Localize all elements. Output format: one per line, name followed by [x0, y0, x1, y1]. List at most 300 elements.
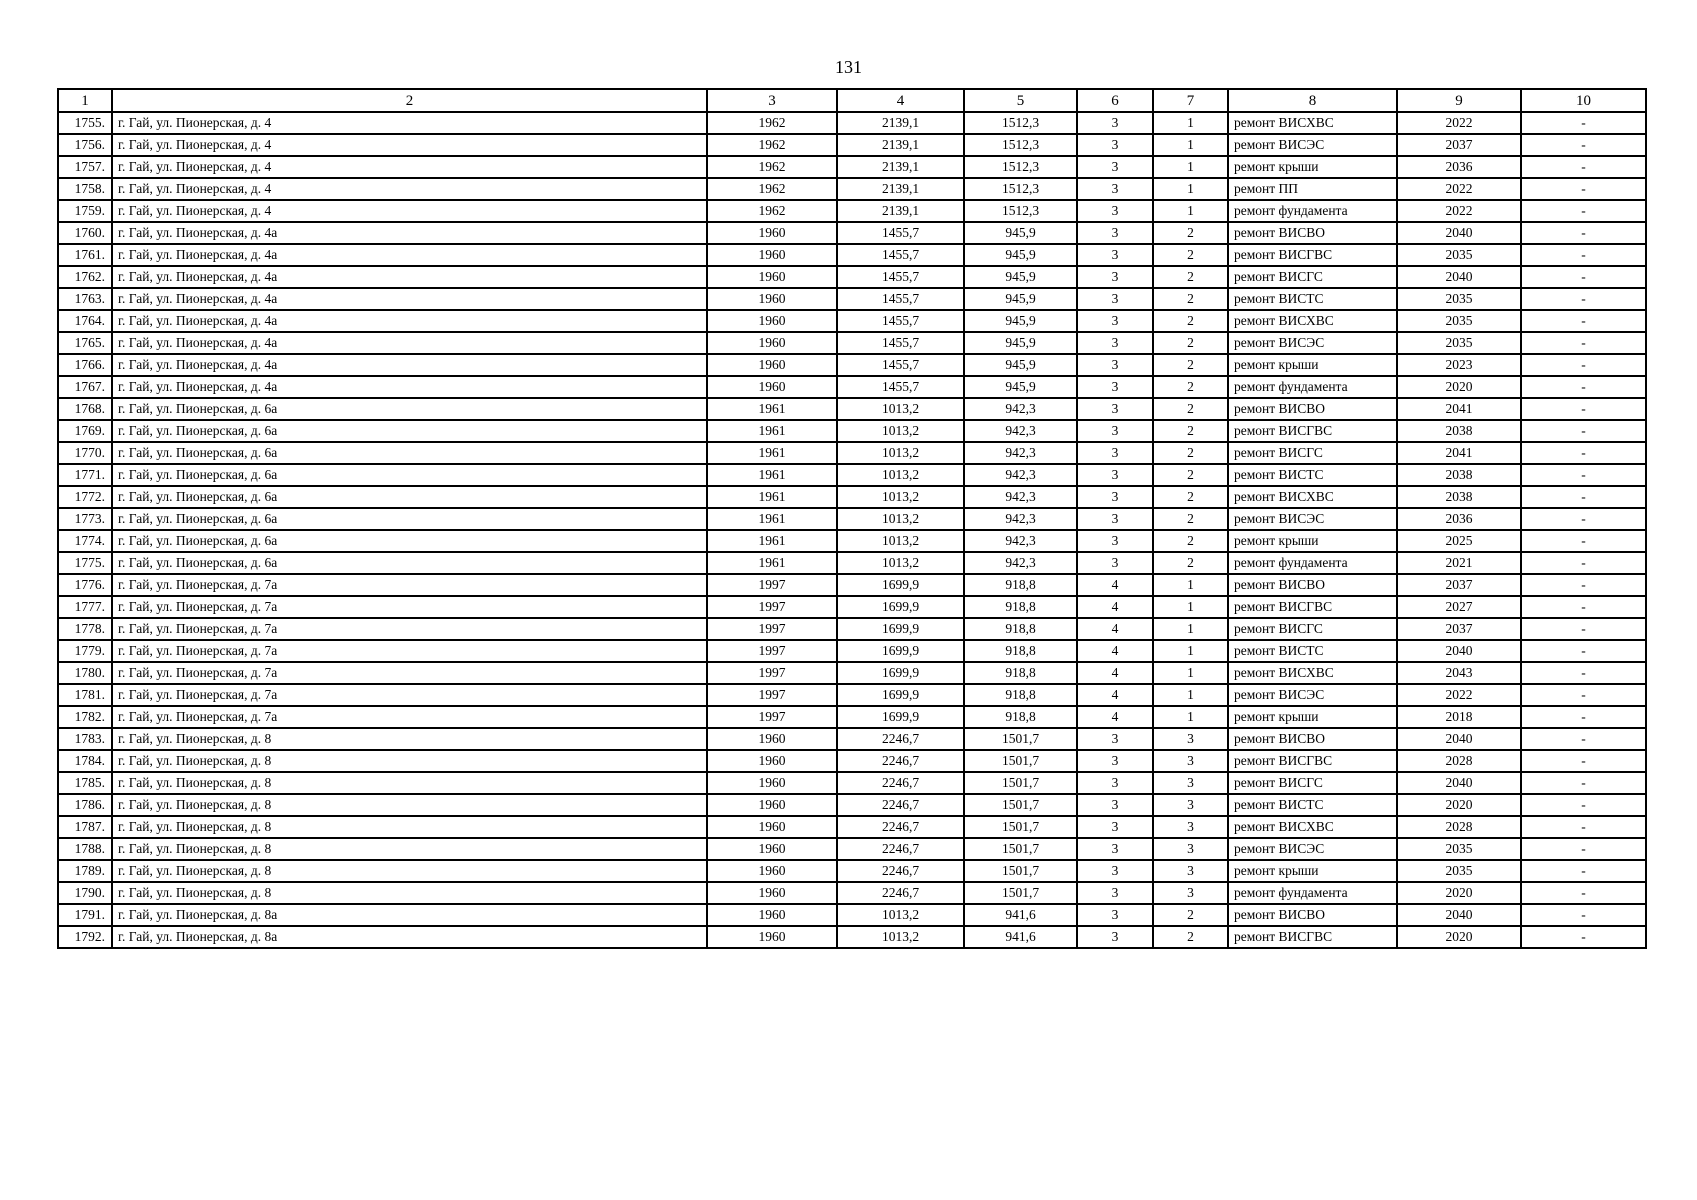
row-number-cell: 1764.: [58, 310, 112, 332]
table-row: [58, 332, 1646, 354]
floors-cell: 3: [1077, 134, 1153, 156]
planned-year-cell: 2040: [1397, 904, 1521, 926]
total-area-cell: 1013,2: [837, 926, 964, 948]
work-type-cell: ремонт ВИСГВС: [1228, 420, 1397, 442]
column-header-4: 4: [837, 89, 964, 112]
floors-cell: 3: [1077, 486, 1153, 508]
entrances-cell: 2: [1153, 464, 1228, 486]
address-cell: г. Гай, ул. Пионерская, д. 4а: [112, 266, 707, 288]
address-cell: г. Гай, ул. Пионерская, д. 4а: [112, 310, 707, 332]
row-number-cell: 1755.: [58, 112, 112, 134]
note-cell: -: [1521, 156, 1646, 178]
total-area-cell: 2139,1: [837, 178, 964, 200]
floors-cell: 4: [1077, 574, 1153, 596]
table-row: [58, 904, 1646, 926]
floors-cell: 3: [1077, 882, 1153, 904]
address-cell: г. Гай, ул. Пионерская, д. 7а: [112, 706, 707, 728]
year-cell: 1960: [707, 904, 837, 926]
year-cell: 1997: [707, 618, 837, 640]
entrances-cell: 2: [1153, 530, 1228, 552]
note-cell: -: [1521, 508, 1646, 530]
entrances-cell: 3: [1153, 882, 1228, 904]
total-area-cell: 1699,9: [837, 618, 964, 640]
planned-year-cell: 2035: [1397, 838, 1521, 860]
living-area-cell: 945,9: [964, 376, 1077, 398]
planned-year-cell: 2020: [1397, 376, 1521, 398]
work-type-cell: ремонт ВИСГС: [1228, 772, 1397, 794]
table-row: [58, 178, 1646, 200]
table-row: [58, 574, 1646, 596]
row-number-cell: 1779.: [58, 640, 112, 662]
row-number-cell: 1771.: [58, 464, 112, 486]
note-cell: -: [1521, 882, 1646, 904]
address-cell: г. Гай, ул. Пионерская, д. 8: [112, 860, 707, 882]
table-row: [58, 266, 1646, 288]
planned-year-cell: 2022: [1397, 200, 1521, 222]
row-number-cell: 1772.: [58, 486, 112, 508]
table-row: [58, 508, 1646, 530]
work-type-cell: ремонт ВИСГВС: [1228, 596, 1397, 618]
row-number-cell: 1765.: [58, 332, 112, 354]
planned-year-cell: 2037: [1397, 574, 1521, 596]
floors-cell: 3: [1077, 926, 1153, 948]
total-area-cell: 2246,7: [837, 860, 964, 882]
table-row: [58, 420, 1646, 442]
living-area-cell: 1501,7: [964, 882, 1077, 904]
note-cell: -: [1521, 904, 1646, 926]
table-row: [58, 596, 1646, 618]
row-number-cell: 1760.: [58, 222, 112, 244]
work-type-cell: ремонт ВИСХВС: [1228, 816, 1397, 838]
year-cell: 1962: [707, 112, 837, 134]
entrances-cell: 2: [1153, 376, 1228, 398]
total-area-cell: 2139,1: [837, 112, 964, 134]
entrances-cell: 2: [1153, 244, 1228, 266]
row-number-cell: 1786.: [58, 794, 112, 816]
table-row: [58, 112, 1646, 134]
note-cell: -: [1521, 706, 1646, 728]
year-cell: 1961: [707, 486, 837, 508]
column-header-6: 6: [1077, 89, 1153, 112]
floors-cell: 3: [1077, 244, 1153, 266]
entrances-cell: 1: [1153, 178, 1228, 200]
row-number-cell: 1778.: [58, 618, 112, 640]
entrances-cell: 2: [1153, 442, 1228, 464]
address-cell: г. Гай, ул. Пионерская, д. 6а: [112, 398, 707, 420]
year-cell: 1960: [707, 794, 837, 816]
year-cell: 1997: [707, 640, 837, 662]
living-area-cell: 1501,7: [964, 860, 1077, 882]
entrances-cell: 1: [1153, 156, 1228, 178]
table-row: [58, 618, 1646, 640]
total-area-cell: 2139,1: [837, 156, 964, 178]
year-cell: 1961: [707, 530, 837, 552]
total-area-cell: 1455,7: [837, 222, 964, 244]
address-cell: г. Гай, ул. Пионерская, д. 7а: [112, 662, 707, 684]
work-type-cell: ремонт фундамента: [1228, 376, 1397, 398]
entrances-cell: 1: [1153, 200, 1228, 222]
living-area-cell: 942,3: [964, 420, 1077, 442]
note-cell: -: [1521, 618, 1646, 640]
work-type-cell: ремонт ВИСЭС: [1228, 838, 1397, 860]
total-area-cell: 1013,2: [837, 552, 964, 574]
planned-year-cell: 2022: [1397, 112, 1521, 134]
floors-cell: 3: [1077, 750, 1153, 772]
row-number-cell: 1769.: [58, 420, 112, 442]
note-cell: -: [1521, 244, 1646, 266]
planned-year-cell: 2040: [1397, 640, 1521, 662]
living-area-cell: 1512,3: [964, 134, 1077, 156]
note-cell: -: [1521, 728, 1646, 750]
total-area-cell: 1699,9: [837, 596, 964, 618]
table-row: [58, 794, 1646, 816]
address-cell: г. Гай, ул. Пионерская, д. 6а: [112, 552, 707, 574]
total-area-cell: 1013,2: [837, 904, 964, 926]
year-cell: 1960: [707, 882, 837, 904]
planned-year-cell: 2036: [1397, 508, 1521, 530]
row-number-cell: 1788.: [58, 838, 112, 860]
column-header-7: 7: [1153, 89, 1228, 112]
address-cell: г. Гай, ул. Пионерская, д. 6а: [112, 464, 707, 486]
work-type-cell: ремонт ВИСХВС: [1228, 112, 1397, 134]
planned-year-cell: 2041: [1397, 398, 1521, 420]
address-cell: г. Гай, ул. Пионерская, д. 8: [112, 772, 707, 794]
entrances-cell: 1: [1153, 574, 1228, 596]
floors-cell: 3: [1077, 178, 1153, 200]
note-cell: -: [1521, 420, 1646, 442]
table-row: [58, 772, 1646, 794]
row-number-cell: 1785.: [58, 772, 112, 794]
note-cell: -: [1521, 310, 1646, 332]
total-area-cell: 1455,7: [837, 288, 964, 310]
entrances-cell: 2: [1153, 332, 1228, 354]
living-area-cell: 941,6: [964, 904, 1077, 926]
entrances-cell: 2: [1153, 310, 1228, 332]
floors-cell: 3: [1077, 156, 1153, 178]
living-area-cell: 918,8: [964, 596, 1077, 618]
living-area-cell: 945,9: [964, 266, 1077, 288]
planned-year-cell: 2035: [1397, 244, 1521, 266]
work-type-cell: ремонт крыши: [1228, 156, 1397, 178]
work-type-cell: ремонт ВИСХВС: [1228, 486, 1397, 508]
address-cell: г. Гай, ул. Пионерская, д. 6а: [112, 486, 707, 508]
floors-cell: 3: [1077, 816, 1153, 838]
total-area-cell: 2246,7: [837, 838, 964, 860]
row-number-cell: 1768.: [58, 398, 112, 420]
living-area-cell: 942,3: [964, 530, 1077, 552]
work-type-cell: ремонт крыши: [1228, 706, 1397, 728]
year-cell: 1962: [707, 156, 837, 178]
register-table: [57, 88, 1647, 949]
living-area-cell: 1512,3: [964, 112, 1077, 134]
entrances-cell: 3: [1153, 838, 1228, 860]
entrances-cell: 1: [1153, 662, 1228, 684]
year-cell: 1961: [707, 508, 837, 530]
note-cell: -: [1521, 794, 1646, 816]
note-cell: -: [1521, 266, 1646, 288]
row-number-cell: 1783.: [58, 728, 112, 750]
total-area-cell: 1013,2: [837, 486, 964, 508]
work-type-cell: ремонт ВИСЭС: [1228, 684, 1397, 706]
planned-year-cell: 2036: [1397, 156, 1521, 178]
work-type-cell: ремонт ВИСТС: [1228, 640, 1397, 662]
living-area-cell: 945,9: [964, 222, 1077, 244]
work-type-cell: ремонт фундамента: [1228, 200, 1397, 222]
floors-cell: 4: [1077, 684, 1153, 706]
living-area-cell: 945,9: [964, 310, 1077, 332]
total-area-cell: 1455,7: [837, 332, 964, 354]
note-cell: -: [1521, 816, 1646, 838]
address-cell: г. Гай, ул. Пионерская, д. 4: [112, 134, 707, 156]
table-row: [58, 310, 1646, 332]
year-cell: 1997: [707, 662, 837, 684]
note-cell: -: [1521, 750, 1646, 772]
row-number-cell: 1756.: [58, 134, 112, 156]
planned-year-cell: 2035: [1397, 288, 1521, 310]
floors-cell: 3: [1077, 354, 1153, 376]
row-number-cell: 1782.: [58, 706, 112, 728]
address-cell: г. Гай, ул. Пионерская, д. 6а: [112, 442, 707, 464]
work-type-cell: ремонт фундамента: [1228, 552, 1397, 574]
floors-cell: 4: [1077, 618, 1153, 640]
year-cell: 1960: [707, 354, 837, 376]
planned-year-cell: 2037: [1397, 134, 1521, 156]
entrances-cell: 1: [1153, 640, 1228, 662]
floors-cell: 3: [1077, 464, 1153, 486]
work-type-cell: ремонт крыши: [1228, 530, 1397, 552]
year-cell: 1960: [707, 244, 837, 266]
table-row: [58, 728, 1646, 750]
year-cell: 1960: [707, 310, 837, 332]
entrances-cell: 3: [1153, 794, 1228, 816]
address-cell: г. Гай, ул. Пионерская, д. 6а: [112, 530, 707, 552]
planned-year-cell: 2035: [1397, 310, 1521, 332]
year-cell: 1961: [707, 552, 837, 574]
planned-year-cell: 2023: [1397, 354, 1521, 376]
note-cell: -: [1521, 134, 1646, 156]
note-cell: -: [1521, 926, 1646, 948]
living-area-cell: 942,3: [964, 442, 1077, 464]
total-area-cell: 1013,2: [837, 398, 964, 420]
living-area-cell: 942,3: [964, 508, 1077, 530]
living-area-cell: 945,9: [964, 288, 1077, 310]
work-type-cell: ремонт ВИСГС: [1228, 618, 1397, 640]
note-cell: -: [1521, 288, 1646, 310]
total-area-cell: 1013,2: [837, 442, 964, 464]
planned-year-cell: 2038: [1397, 420, 1521, 442]
year-cell: 1960: [707, 266, 837, 288]
floors-cell: 3: [1077, 508, 1153, 530]
column-header-10: 10: [1521, 89, 1646, 112]
year-cell: 1960: [707, 926, 837, 948]
total-area-cell: 1013,2: [837, 530, 964, 552]
living-area-cell: 918,8: [964, 640, 1077, 662]
note-cell: -: [1521, 332, 1646, 354]
year-cell: 1962: [707, 178, 837, 200]
total-area-cell: 1455,7: [837, 310, 964, 332]
work-type-cell: ремонт ВИСХВС: [1228, 662, 1397, 684]
entrances-cell: 3: [1153, 816, 1228, 838]
note-cell: -: [1521, 486, 1646, 508]
row-number-cell: 1770.: [58, 442, 112, 464]
table-row: [58, 552, 1646, 574]
row-number-cell: 1792.: [58, 926, 112, 948]
planned-year-cell: 2028: [1397, 816, 1521, 838]
entrances-cell: 1: [1153, 596, 1228, 618]
total-area-cell: 1699,9: [837, 706, 964, 728]
work-type-cell: ремонт ВИСВО: [1228, 398, 1397, 420]
planned-year-cell: 2027: [1397, 596, 1521, 618]
year-cell: 1997: [707, 684, 837, 706]
column-header-8: 8: [1228, 89, 1397, 112]
year-cell: 1961: [707, 420, 837, 442]
row-number-cell: 1766.: [58, 354, 112, 376]
living-area-cell: 918,8: [964, 684, 1077, 706]
entrances-cell: 3: [1153, 860, 1228, 882]
floors-cell: 4: [1077, 640, 1153, 662]
row-number-cell: 1763.: [58, 288, 112, 310]
planned-year-cell: 2020: [1397, 926, 1521, 948]
work-type-cell: ремонт ВИСТС: [1228, 464, 1397, 486]
year-cell: 1960: [707, 860, 837, 882]
address-cell: г. Гай, ул. Пионерская, д. 6а: [112, 508, 707, 530]
planned-year-cell: 2022: [1397, 684, 1521, 706]
floors-cell: 3: [1077, 530, 1153, 552]
entrances-cell: 2: [1153, 508, 1228, 530]
address-cell: г. Гай, ул. Пионерская, д. 4а: [112, 332, 707, 354]
row-number-cell: 1759.: [58, 200, 112, 222]
note-cell: -: [1521, 464, 1646, 486]
total-area-cell: 1455,7: [837, 244, 964, 266]
year-cell: 1960: [707, 816, 837, 838]
work-type-cell: ремонт ВИСГС: [1228, 266, 1397, 288]
entrances-cell: 2: [1153, 222, 1228, 244]
living-area-cell: 1501,7: [964, 728, 1077, 750]
total-area-cell: 1013,2: [837, 464, 964, 486]
address-cell: г. Гай, ул. Пионерская, д. 8а: [112, 926, 707, 948]
total-area-cell: 2139,1: [837, 134, 964, 156]
living-area-cell: 1512,3: [964, 156, 1077, 178]
total-area-cell: 2139,1: [837, 200, 964, 222]
address-cell: г. Гай, ул. Пионерская, д. 6а: [112, 420, 707, 442]
address-cell: г. Гай, ул. Пионерская, д. 8: [112, 728, 707, 750]
work-type-cell: ремонт ВИСГВС: [1228, 926, 1397, 948]
planned-year-cell: 2040: [1397, 222, 1521, 244]
floors-cell: 3: [1077, 310, 1153, 332]
entrances-cell: 1: [1153, 134, 1228, 156]
total-area-cell: 2246,7: [837, 794, 964, 816]
work-type-cell: ремонт ВИСВО: [1228, 222, 1397, 244]
address-cell: г. Гай, ул. Пионерская, д. 8: [112, 816, 707, 838]
floors-cell: 3: [1077, 288, 1153, 310]
living-area-cell: 942,3: [964, 464, 1077, 486]
row-number-cell: 1781.: [58, 684, 112, 706]
floors-cell: 4: [1077, 662, 1153, 684]
table-row: [58, 288, 1646, 310]
year-cell: 1997: [707, 596, 837, 618]
table-row: [58, 816, 1646, 838]
entrances-cell: 2: [1153, 926, 1228, 948]
work-type-cell: ремонт крыши: [1228, 860, 1397, 882]
row-number-cell: 1789.: [58, 860, 112, 882]
floors-cell: 3: [1077, 266, 1153, 288]
living-area-cell: 918,8: [964, 662, 1077, 684]
year-cell: 1960: [707, 376, 837, 398]
living-area-cell: 945,9: [964, 354, 1077, 376]
entrances-cell: 1: [1153, 706, 1228, 728]
note-cell: -: [1521, 222, 1646, 244]
floors-cell: 3: [1077, 222, 1153, 244]
living-area-cell: 1501,7: [964, 750, 1077, 772]
floors-cell: 3: [1077, 860, 1153, 882]
row-number-cell: 1776.: [58, 574, 112, 596]
planned-year-cell: 2038: [1397, 464, 1521, 486]
table-row: [58, 882, 1646, 904]
year-cell: 1960: [707, 772, 837, 794]
total-area-cell: 2246,7: [837, 750, 964, 772]
year-cell: 1960: [707, 288, 837, 310]
note-cell: -: [1521, 552, 1646, 574]
note-cell: -: [1521, 376, 1646, 398]
year-cell: 1962: [707, 134, 837, 156]
planned-year-cell: 2018: [1397, 706, 1521, 728]
row-number-cell: 1757.: [58, 156, 112, 178]
row-number-cell: 1773.: [58, 508, 112, 530]
note-cell: -: [1521, 596, 1646, 618]
address-cell: г. Гай, ул. Пионерская, д. 8: [112, 794, 707, 816]
total-area-cell: 1013,2: [837, 508, 964, 530]
address-cell: г. Гай, ул. Пионерская, д. 4а: [112, 354, 707, 376]
work-type-cell: ремонт ВИСВО: [1228, 574, 1397, 596]
living-area-cell: 1501,7: [964, 794, 1077, 816]
header-row: [58, 89, 1646, 112]
total-area-cell: 2246,7: [837, 816, 964, 838]
address-cell: г. Гай, ул. Пионерская, д. 7а: [112, 640, 707, 662]
row-number-cell: 1777.: [58, 596, 112, 618]
address-cell: г. Гай, ул. Пионерская, д. 4а: [112, 288, 707, 310]
entrances-cell: 2: [1153, 904, 1228, 926]
note-cell: -: [1521, 112, 1646, 134]
address-cell: г. Гай, ул. Пионерская, д. 4: [112, 200, 707, 222]
address-cell: г. Гай, ул. Пионерская, д. 8а: [112, 904, 707, 926]
total-area-cell: 2246,7: [837, 728, 964, 750]
entrances-cell: 3: [1153, 728, 1228, 750]
work-type-cell: ремонт ВИСЭС: [1228, 508, 1397, 530]
planned-year-cell: 2021: [1397, 552, 1521, 574]
planned-year-cell: 2040: [1397, 772, 1521, 794]
column-header-3: 3: [707, 89, 837, 112]
total-area-cell: 1013,2: [837, 420, 964, 442]
address-cell: г. Гай, ул. Пионерская, д. 8: [112, 838, 707, 860]
column-header-5: 5: [964, 89, 1077, 112]
living-area-cell: 1501,7: [964, 772, 1077, 794]
year-cell: 1997: [707, 706, 837, 728]
row-number-cell: 1761.: [58, 244, 112, 266]
floors-cell: 3: [1077, 552, 1153, 574]
floors-cell: 3: [1077, 112, 1153, 134]
entrances-cell: 3: [1153, 750, 1228, 772]
entrances-cell: 2: [1153, 420, 1228, 442]
floors-cell: 3: [1077, 420, 1153, 442]
work-type-cell: ремонт ВИСГВС: [1228, 750, 1397, 772]
note-cell: -: [1521, 530, 1646, 552]
row-number-cell: 1775.: [58, 552, 112, 574]
row-number-cell: 1762.: [58, 266, 112, 288]
work-type-cell: ремонт ВИСТС: [1228, 794, 1397, 816]
living-area-cell: 1501,7: [964, 838, 1077, 860]
note-cell: -: [1521, 838, 1646, 860]
table-body: [58, 112, 1646, 948]
